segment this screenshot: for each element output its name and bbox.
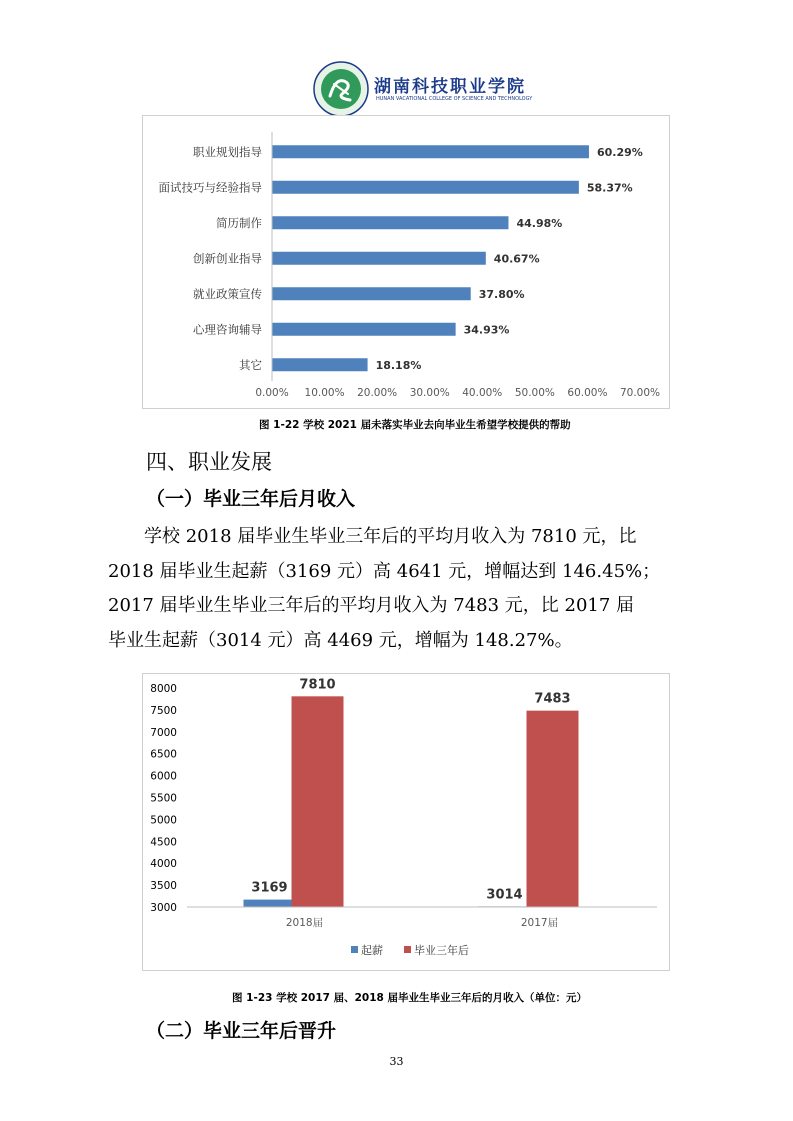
data-label: 7810	[299, 677, 336, 693]
x-tick-label: 0.00%	[255, 387, 289, 399]
data-label: 37.80%	[478, 287, 525, 301]
data-label: 3014	[486, 887, 523, 903]
college-english-name: HUNAN VACATIONAL COLLEGE OF SCIENCE AND TECHNOLOGY	[376, 96, 533, 102]
y-tick-label: 3500	[150, 880, 177, 893]
bar	[272, 358, 368, 371]
x-tick-label: 60.00%	[567, 387, 608, 399]
page-number: 33	[389, 1055, 404, 1068]
bar	[272, 287, 471, 300]
category-label: 职业规划指导	[193, 144, 262, 159]
x-tick-label: 40.00%	[462, 387, 503, 399]
paragraph-line: 2017 届毕业生毕业三年后的平均月收入为 7483 元，比 2017 届	[108, 595, 635, 616]
y-tick-label: 7000	[150, 726, 177, 739]
subsection-heading-promotion: （二）毕业三年后晋升	[146, 1020, 337, 1042]
college-logo-icon	[312, 60, 370, 118]
monthly-income-chart	[142, 673, 670, 971]
legend-label: 起薪	[361, 944, 383, 957]
data-label: 34.93%	[463, 323, 510, 337]
bar	[272, 323, 456, 336]
y-tick-label: 4000	[150, 858, 177, 871]
data-label: 3169	[251, 880, 288, 896]
x-tick-label: 20.00%	[357, 387, 398, 399]
x-tick-label: 10.00%	[304, 387, 345, 399]
data-label: 44.98%	[516, 216, 563, 230]
data-label: 7483	[534, 691, 571, 707]
bar	[244, 900, 296, 907]
bar	[272, 252, 486, 265]
data-label: 40.67%	[493, 252, 540, 266]
bar	[272, 216, 508, 229]
category-label: 简历制作	[216, 215, 262, 230]
category-label: 心理咨询辅导	[193, 322, 262, 337]
bar	[527, 711, 579, 907]
figure-caption-1-23: 图 1-23 学校 2017 届、2018 届毕业生毕业三年后的月收入（单位：元）	[232, 992, 587, 1004]
y-tick-label: 7500	[150, 704, 177, 717]
y-tick-label: 5000	[150, 814, 177, 827]
data-label: 58.37%	[586, 181, 633, 195]
x-tick-label: 30.00%	[409, 387, 450, 399]
bar	[292, 696, 344, 907]
x-tick-label: 2017届	[520, 917, 559, 929]
paragraph-line: 学校 2018 届毕业生毕业三年后的平均月收入为 7810 元，比	[144, 526, 637, 547]
data-label: 60.29%	[596, 145, 643, 159]
help-needed-chart	[142, 115, 670, 409]
y-tick-label: 4500	[150, 836, 177, 849]
category-label: 其它	[239, 357, 262, 372]
y-tick-label: 6000	[150, 770, 177, 783]
category-label: 面试技巧与经验指导	[158, 180, 262, 195]
legend-label: 毕业三年后	[414, 944, 469, 957]
paragraph-line: 毕业生起薪（3014 元）高 4469 元，增幅为 148.27%。	[108, 629, 573, 651]
legend-swatch	[351, 946, 358, 953]
category-label: 就业政策宣传	[193, 286, 262, 301]
y-tick-label: 5500	[150, 792, 177, 805]
y-tick-label: 6500	[150, 748, 177, 761]
x-tick-label: 70.00%	[619, 387, 661, 399]
x-tick-label: 2018届	[285, 917, 324, 929]
paragraph-line: 2018 届毕业生起薪（3169 元）高 4641 元，增幅达到 146.45%；	[108, 560, 661, 582]
y-tick-label: 8000	[150, 683, 177, 695]
y-tick-label: 3000	[150, 902, 177, 914]
category-label: 创新创业指导	[193, 251, 262, 266]
subsection-heading-monthly-income: （一）毕业三年后月收入	[146, 488, 356, 510]
bar	[272, 181, 579, 194]
figure-caption-1-22: 图 1-22 学校 2021 届未落实毕业去向毕业生希望学校提供的帮助	[259, 419, 571, 431]
bar	[272, 145, 589, 158]
x-tick-label: 50.00%	[514, 387, 555, 399]
data-label: 18.18%	[375, 358, 422, 372]
section-heading-career-development: 四、职业发展	[146, 450, 272, 474]
legend-swatch	[404, 946, 411, 953]
college-name: 湖南科技职业学院	[374, 77, 526, 97]
income-paragraph	[108, 520, 708, 658]
